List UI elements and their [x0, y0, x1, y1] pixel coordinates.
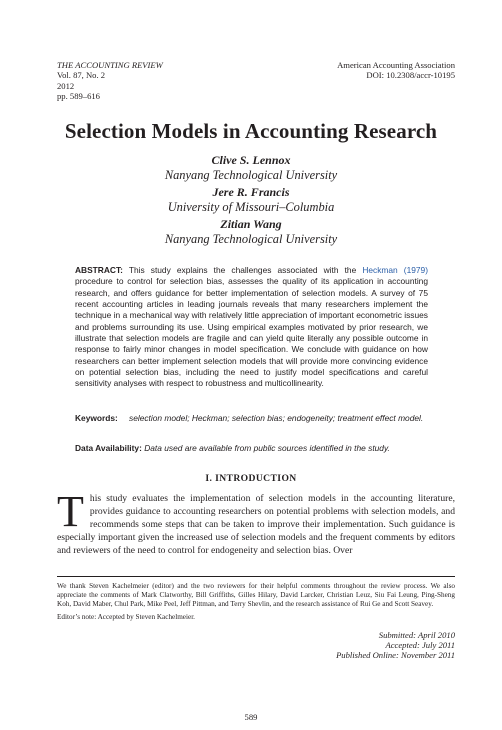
data-availability-text: Data used are available from public sources identified in the study.	[144, 443, 390, 453]
journal-volume: Vol. 87, No. 2	[57, 70, 106, 81]
abstract-text: procedure to control for selection bias, assesses the quality of its application in accounting research, and offers guidance for better implementation of selection models. A survey of 75 recent accounting articles in leading journals reveals that many researchers implement the technique in a mechanical way with relatively little appreciation of important econometric issues and problems surrounding its use. Using empirical examples motivated by prior research, we illustrate that selection models are fragile and can yield quite literally any possible outcome in response to fairly minor changes in model specification. We conclude with guidance on how researchers can better implement selection models that will provide more convincing evidence on potential selection bias, including the need to justify model specifications and careful sensitivity analyses with respect to robustness and multicollinearity.	[75, 276, 428, 389]
abstract-text: This study explains the challenges associated with the	[122, 265, 363, 275]
keywords-label: Keywords:	[75, 413, 118, 423]
data-availability-label: Data Availability:	[75, 443, 142, 453]
keywords	[75, 413, 428, 424]
doi[interactable]: DOI: 10.2308/accr-10195	[366, 70, 455, 81]
author-affiliation: University of Missouri–Columbia	[167, 200, 335, 214]
page-number: 589	[244, 712, 258, 722]
accepted-date: Accepted: July 2011	[385, 640, 455, 651]
journal-header	[57, 60, 163, 102]
journal-year: 2012	[57, 80, 75, 91]
author-name: Jere R. Francis	[212, 185, 290, 199]
editor-note: Editor’s note: Accepted by Steven Kachelmeier.	[57, 612, 195, 621]
author-name: Zitian Wang	[220, 217, 282, 231]
publisher-name: American Accounting Association	[337, 60, 455, 70]
abstract-label: ABSTRACT:	[75, 265, 123, 275]
publication-dates	[336, 630, 455, 661]
paper-title: Selection Models in Accounting Research	[64, 119, 438, 143]
intro-text: his study evaluates the implementation of selection models in the accounting literature, provides guidance to accounting researchers on potential problems with selection models, and recommends some steps that can be taken to improve their implementation. Such guidance is especially important given the increased use of selection models and the frequent comments by editors and reviewers of the need to control for endogeneity and selection bias. Over	[57, 493, 455, 556]
author-name: Clive S. Lennox	[211, 153, 291, 167]
acknowledgment: We thank Steven Kachelmeier (editor) and the two reviewers for their helpful comments throughout the review process. We also appreciate the comments of Mark Clatworthy, Bill Griffiths, Gilles Hilary, David Larcker, Christian Leuz, Siu Fai Leung, Ping-Sheng Koh, David Maber, Chul Park, Mike Peel, Jeff Pittman, and Terry Shevlin, and the research assistance of Rui Ge and Scott Seavey.	[57, 582, 455, 609]
author-block	[0, 153, 502, 249]
abstract	[75, 265, 428, 390]
submitted-date: Submitted: April 2010	[378, 630, 455, 640]
journal-pages: pp. 589–616	[57, 91, 100, 102]
keywords-text: selection model; Heckman; selection bias; endogeneity; treatment effect model.	[129, 413, 424, 423]
publisher-header	[337, 60, 455, 81]
published-date: Published Online: November 2011	[336, 650, 455, 661]
journal-name: THE ACCOUNTING REVIEW	[57, 60, 163, 70]
footnotes	[57, 582, 455, 625]
author-affiliation: Nanyang Technological University	[164, 168, 338, 182]
drop-cap: T	[57, 487, 84, 536]
intro-paragraph	[57, 487, 455, 557]
footnote-divider	[57, 576, 455, 577]
data-availability	[75, 443, 428, 454]
citation-link[interactable]: Heckman (1979)	[362, 265, 428, 275]
author-affiliation: Nanyang Technological University	[164, 232, 338, 246]
section-heading: I. INTRODUCTION	[205, 473, 297, 484]
